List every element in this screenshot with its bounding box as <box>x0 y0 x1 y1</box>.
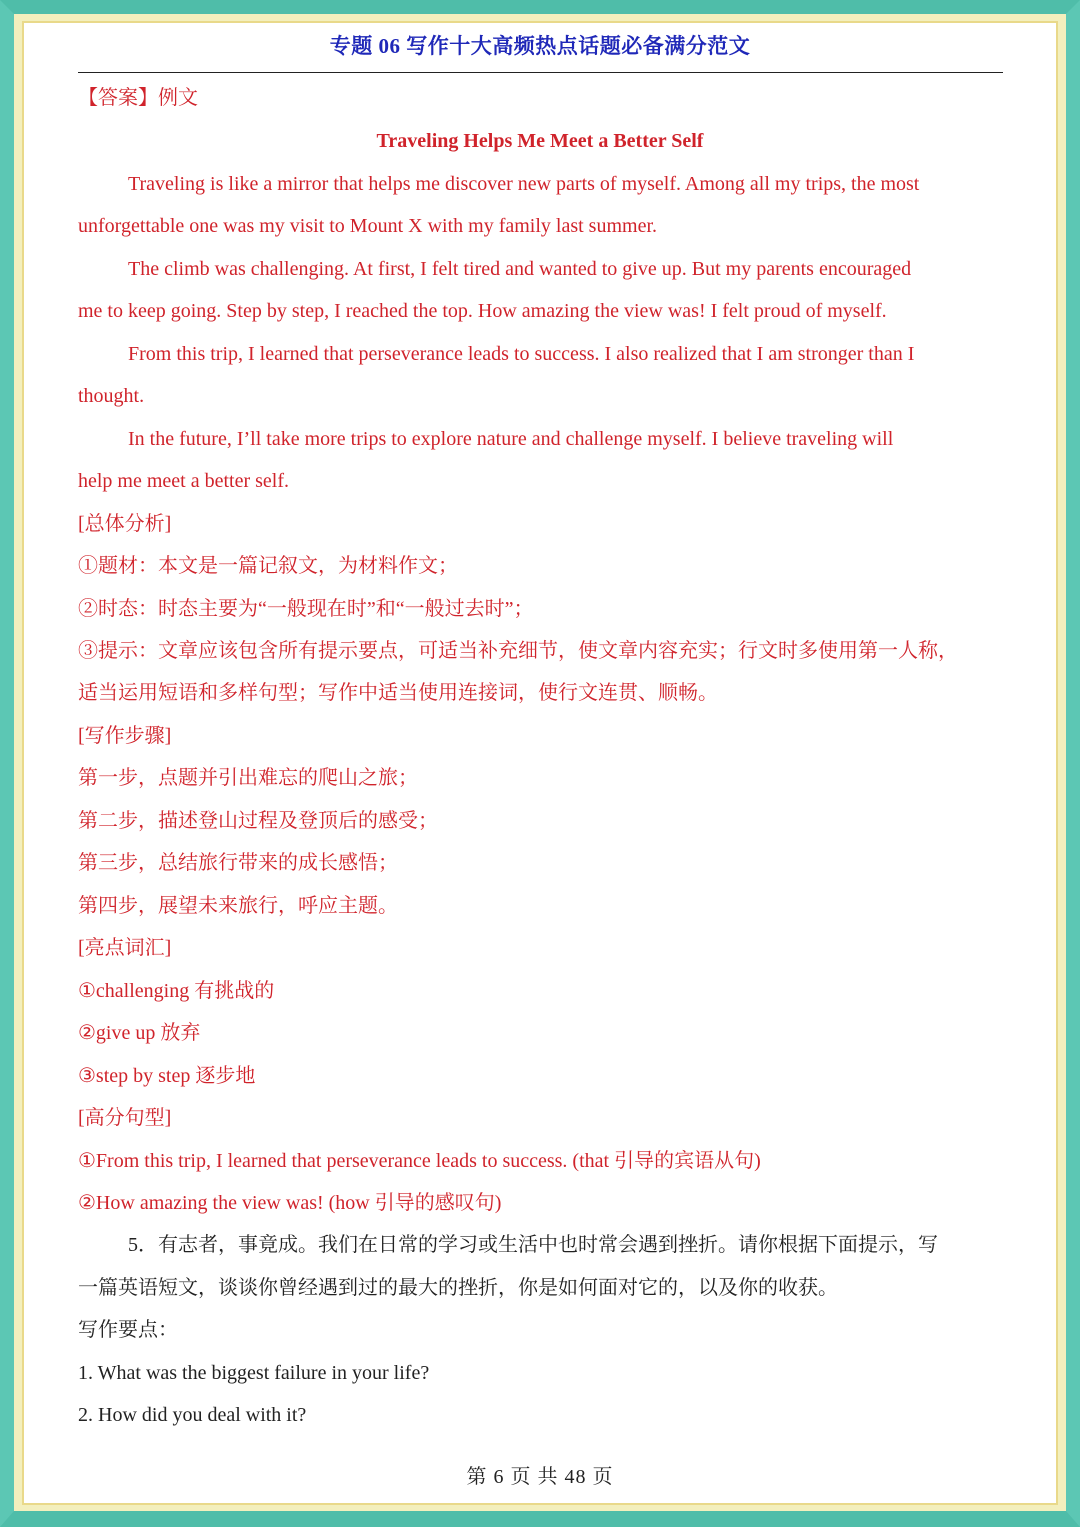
essay-line: The climb was challenging. At first, I felt tired and wanted to give up. But my parents encouraged <box>128 258 912 280</box>
analysis-item: ③提示：文章应该包含所有提示要点，可适当补充细节，使文章内容充实；行文时多使用第一人称， <box>78 640 958 662</box>
question-prompt: 5．有志者，事竟成。我们在日常的学习或生活中也时常会遇到挫折。请你根据下面提示，写 <box>128 1234 938 1256</box>
sentence-item: ①From this trip, I learned that perseverance leads to success. (that 引导的宾语从句) <box>78 1150 761 1172</box>
vocab-item: ①challenging 有挑战的 <box>78 980 275 1002</box>
analysis-item: ②时态：时态主要为“一般现在时”和“一般过去时”； <box>78 598 534 620</box>
essay-line: me to keep going. Step by step, I reached the top. How amazing the view was! I felt proud of myself. <box>78 300 887 322</box>
analysis-item: 适当运用短语和多样句型；写作中适当使用连接词，使行文连贯、顺畅。 <box>78 682 718 704</box>
essay-line: Traveling is like a mirror that helps me discover new parts of myself. Among all my trips, the most <box>128 173 920 195</box>
writing-points-heading: 写作要点： <box>78 1319 178 1341</box>
essay-line: From this trip, I learned that perseverance leads to success. I also realized that I am stronger than I <box>128 343 915 365</box>
essay-title: Traveling Helps Me Meet a Better Self <box>376 130 704 152</box>
essay-line: unforgettable one was my visit to Mount X with my family last summer. <box>78 215 658 237</box>
step-item: 第三步，总结旅行带来的成长感悟； <box>78 852 398 874</box>
writing-point: 1. What was the biggest failure in your life? <box>78 1362 430 1384</box>
sentence-item: ②How amazing the view was! (how 引导的感叹句) <box>78 1192 502 1214</box>
essay-line: In the future, I’ll take more trips to explore nature and challenge myself. I believe traveling will <box>128 428 894 450</box>
analysis-item: ①题材：本文是一篇记叙文，为材料作文； <box>78 555 458 577</box>
page-header-title: 专题 06 写作十大高频热点话题必备满分范文 <box>329 34 751 58</box>
analysis-heading: [总体分析] <box>78 513 172 535</box>
essay-line: help me meet a better self. <box>78 470 290 492</box>
header-divider <box>78 72 1003 73</box>
vocab-item: ③step by step 逐步地 <box>78 1065 256 1087</box>
step-item: 第二步，描述登山过程及登顶后的感受； <box>78 810 438 832</box>
sentences-heading: [高分句型] <box>78 1107 172 1129</box>
essay-line: thought. <box>78 385 145 407</box>
question-prompt: 一篇英语短文，谈谈你曾经遇到过的最大的挫折，你是如何面对它的，以及你的收获。 <box>78 1277 838 1299</box>
steps-heading: [写作步骤] <box>78 725 172 747</box>
vocab-item: ②give up 放弃 <box>78 1022 201 1044</box>
vocab-heading: [亮点词汇] <box>78 937 172 959</box>
writing-point: 2. How did you deal with it? <box>78 1404 307 1426</box>
step-item: 第一步，点题并引出难忘的爬山之旅； <box>78 767 418 789</box>
answer-label: 【答案】例文 <box>78 87 198 109</box>
step-item: 第四步，展望未来旅行，呼应主题。 <box>78 895 398 917</box>
page-number: 第 6 页 共 48 页 <box>466 1466 614 1488</box>
